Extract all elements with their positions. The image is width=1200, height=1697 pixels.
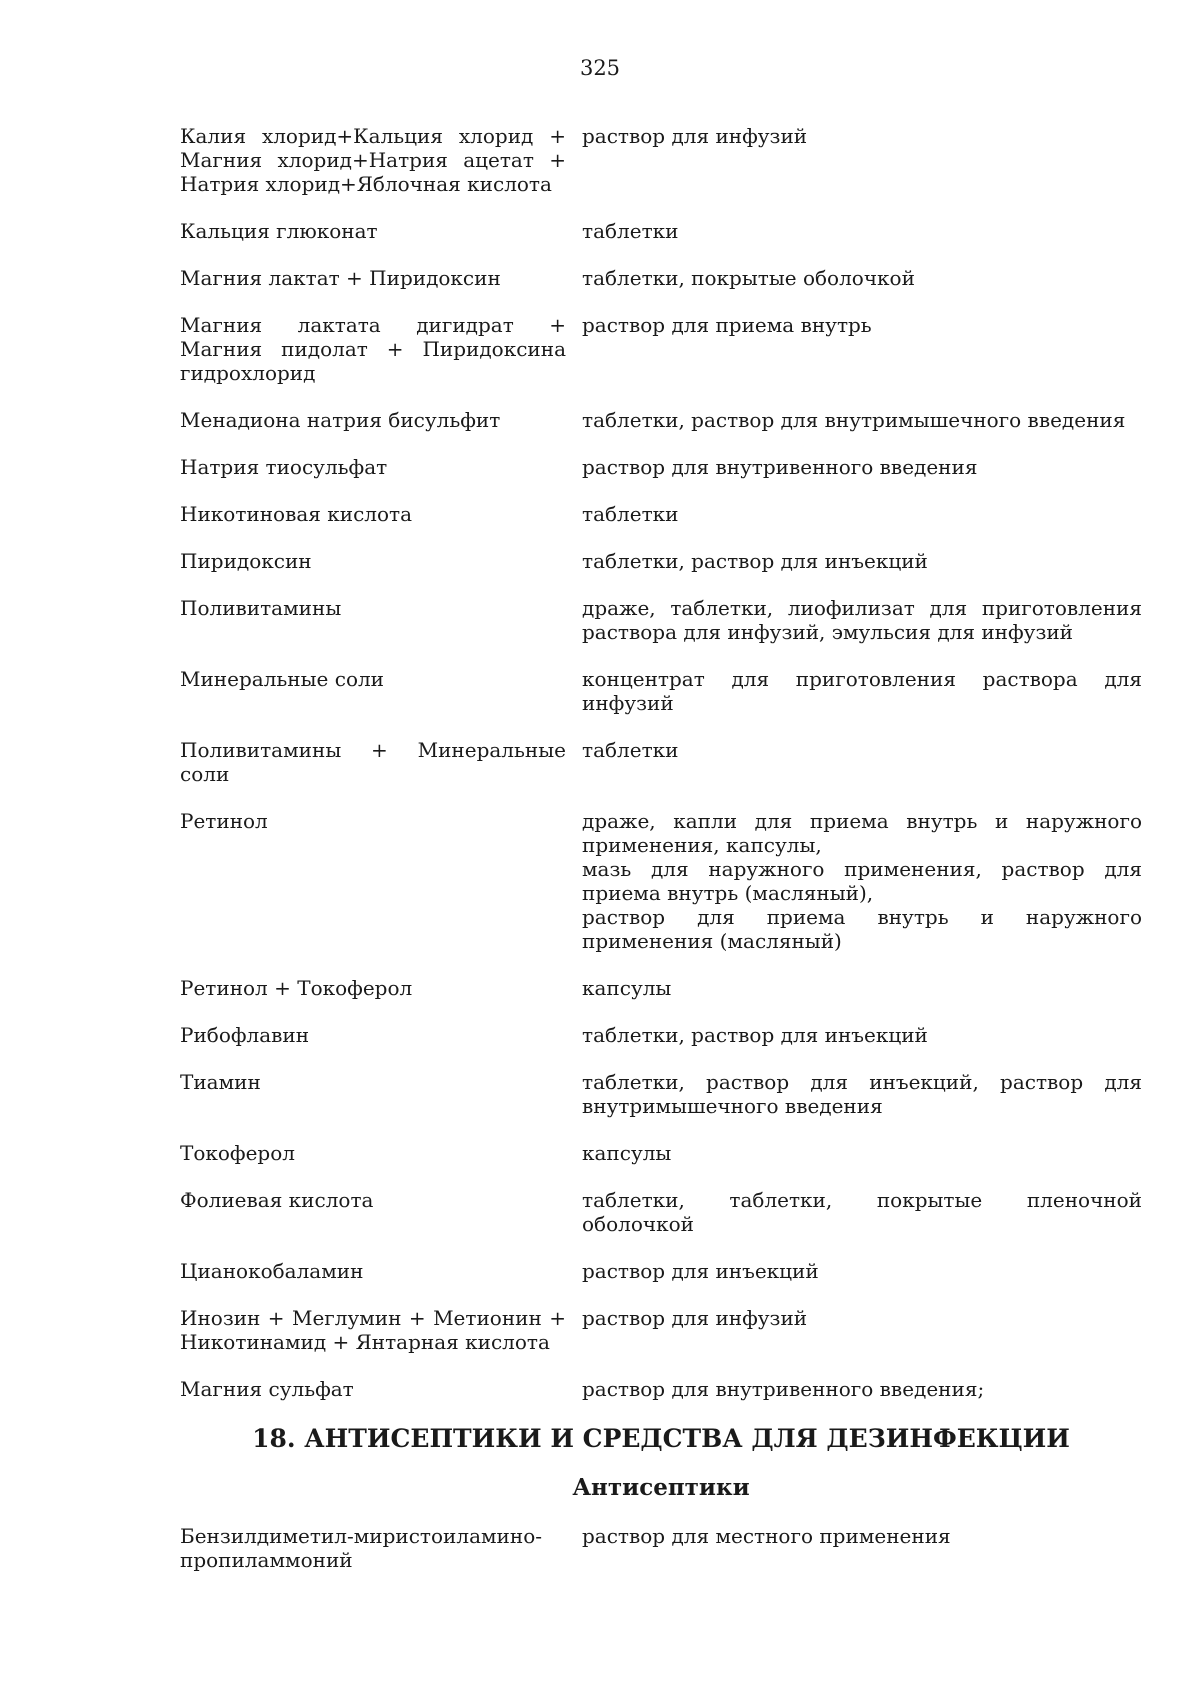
dosage-form-line: драже, таблетки, лиофилизат для приготовления раствора для инфузий, эмульсия для инфузий (582, 596, 1142, 644)
drug-row (180, 313, 1142, 385)
dosage-form (582, 1188, 1142, 1236)
drug-name: Менадиона натрия бисульфит (180, 408, 501, 432)
subsection-title: Антисептики (572, 1474, 750, 1501)
dosage-form (582, 738, 1142, 786)
drug-row (180, 596, 1142, 644)
section-title: 18. АНТИСЕПТИКИ И СРЕДСТВА ДЛЯ ДЕЗИНФЕКЦИИ (252, 1424, 1070, 1453)
dosage-form (582, 1259, 1142, 1283)
dosage-form-line: раствор для внутривенного введения; (582, 1377, 985, 1401)
drug-name: Ретинол + Токоферол (180, 976, 413, 1000)
drug-row (180, 1259, 1142, 1283)
dosage-form (582, 219, 1142, 243)
drug-name: Тиамин (180, 1070, 261, 1094)
drug-name: Токоферол (180, 1141, 295, 1165)
dosage-form (582, 549, 1142, 573)
drug-row (180, 809, 1142, 953)
drug-row (180, 667, 1142, 715)
dosage-form (582, 1141, 1142, 1165)
drug-name: Инозин + Меглумин + Метионин + Никотинамид + Янтарная кислота (180, 1306, 566, 1354)
dosage-form-line: капсулы (582, 976, 672, 1000)
dosage-form-line: мазь для наружного применения, раствор для приема внутрь (масляный), (582, 857, 1142, 905)
page-number: 325 (579, 56, 621, 80)
drug-table-antiseptics (180, 1524, 1142, 1572)
dosage-form (582, 266, 1142, 290)
drug-name: Рибофлавин (180, 1023, 310, 1047)
drug-name: Натрия тиосульфат (180, 455, 388, 479)
dosage-form (582, 1306, 1142, 1354)
dosage-form-line: таблетки, таблетки, покрытые пленочной оболочкой (582, 1188, 1142, 1236)
drug-row (180, 1141, 1142, 1165)
drug-row (180, 1524, 1142, 1572)
drug-row (180, 976, 1142, 1000)
dosage-form-line: таблетки, раствор для инъекций (582, 1023, 928, 1047)
dosage-form (582, 1023, 1142, 1047)
dosage-form (582, 124, 1142, 196)
drug-row (180, 1377, 1142, 1401)
dosage-form-line: раствор для приема внутрь (582, 313, 872, 337)
dosage-form-line: раствор для местного применения (582, 1524, 951, 1548)
dosage-form (582, 596, 1142, 644)
drug-row (180, 1070, 1142, 1118)
drug-name: Пиридоксин (180, 549, 312, 573)
drug-name: Поливитамины + Минеральные соли (180, 738, 566, 786)
drug-table-vitamins (180, 124, 1142, 1401)
drug-name: Кальция глюконат (180, 219, 378, 243)
dosage-form-line: таблетки (582, 502, 679, 526)
dosage-form-line: раствор для инфузий (582, 124, 808, 148)
dosage-form (582, 976, 1142, 1000)
drug-name: Магния сульфат (180, 1377, 354, 1401)
dosage-form (582, 455, 1142, 479)
dosage-form-line: таблетки, раствор для инъекций (582, 549, 928, 573)
drug-row (180, 502, 1142, 526)
dosage-form-line: таблетки (582, 219, 679, 243)
drug-row (180, 124, 1142, 196)
dosage-form (582, 408, 1142, 432)
drug-row (180, 266, 1142, 290)
drug-name: Цианокобаламин (180, 1259, 364, 1283)
dosage-form (582, 1524, 1142, 1572)
dosage-form-line: раствор для внутривенного введения (582, 455, 978, 479)
dosage-form-line: концентрат для приготовления раствора для инфузий (582, 667, 1142, 715)
dosage-form (582, 1377, 1142, 1401)
drug-name: Ретинол (180, 809, 268, 833)
dosage-form-line: таблетки, раствор для внутримышечного введения (582, 408, 1126, 432)
drug-name: Магния лактат + Пиридоксин (180, 266, 501, 290)
dosage-form-line: раствор для приема внутрь и наружного применения (масляный) (582, 905, 1142, 953)
drug-row (180, 549, 1142, 573)
dosage-form (582, 667, 1142, 715)
drug-name: Фолиевая кислота (180, 1188, 374, 1212)
dosage-form-line: драже, капли для приема внутрь и наружного применения, капсулы, (582, 809, 1142, 857)
drug-row (180, 408, 1142, 432)
drug-name: Магния лактата дигидрат + Магния пидолат + Пиридоксина гидрохлорид (180, 313, 566, 385)
dosage-form-line: таблетки, раствор для инъекций, раствор для внутримышечного введения (582, 1070, 1142, 1118)
dosage-form (582, 809, 1142, 953)
dosage-form-line: таблетки (582, 738, 679, 762)
dosage-form-line: капсулы (582, 1141, 672, 1165)
dosage-form-line: раствор для инъекций (582, 1259, 819, 1283)
drug-row (180, 455, 1142, 479)
drug-row (180, 1306, 1142, 1354)
dosage-form (582, 502, 1142, 526)
drug-name: Бензилдиметил-миристоиламино-пропиламмоний (180, 1524, 543, 1572)
drug-row (180, 219, 1142, 243)
drug-row (180, 1023, 1142, 1047)
dosage-form-line: таблетки, покрытые оболочкой (582, 266, 915, 290)
dosage-form-line: раствор для инфузий (582, 1306, 808, 1330)
drug-list (180, 124, 1142, 1595)
drug-name: Никотиновая кислота (180, 502, 413, 526)
drug-row (180, 1188, 1142, 1236)
drug-row (180, 738, 1142, 786)
dosage-form (582, 313, 1142, 385)
drug-name: Минеральные соли (180, 667, 385, 691)
dosage-form (582, 1070, 1142, 1118)
drug-name: Поливитамины (180, 596, 342, 620)
drug-name: Калия хлорид+Кальция хлорид + Магния хлорид+Натрия ацетат + Натрия хлорид+Яблочная кислота (180, 124, 566, 196)
